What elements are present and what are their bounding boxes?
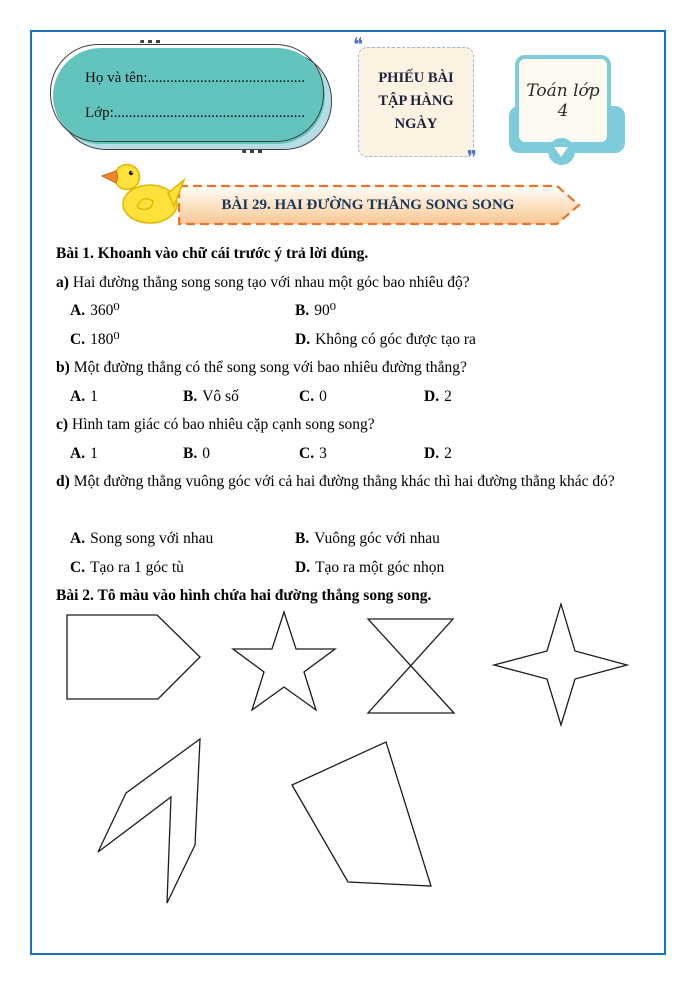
shape-quadrilateral[interactable] bbox=[292, 742, 431, 886]
option-c-D[interactable]: D. 2 bbox=[424, 444, 452, 462]
triangle-down-icon bbox=[554, 147, 568, 157]
class-field[interactable]: Lớp:................................................... bbox=[85, 105, 306, 121]
option-d-A[interactable]: A. Song song với nhau bbox=[70, 530, 214, 547]
grade-badge-label: Toán lớp 4 bbox=[526, 80, 600, 121]
option-b-D[interactable]: D. 2 bbox=[424, 387, 452, 405]
shapes-figure bbox=[30, 598, 664, 950]
daily-sheet-box bbox=[353, 34, 477, 169]
shape-hourglass[interactable] bbox=[368, 619, 454, 713]
question-a-options-row2 bbox=[56, 326, 656, 355]
grade-badge-pointer bbox=[548, 138, 575, 165]
option-a-B[interactable]: B. 90⁰ bbox=[295, 302, 336, 319]
duck-icon bbox=[100, 163, 188, 225]
lesson-title: BÀI 29. HAI ĐƯỜNG THẲNG SONG SONG bbox=[221, 196, 515, 213]
option-d-C[interactable]: C. Tạo ra 1 góc tù bbox=[70, 558, 184, 576]
open-quote-icon: ❝ bbox=[353, 34, 364, 56]
option-d-B[interactable]: B. Vuông góc với nhau bbox=[295, 530, 440, 547]
student-info-box bbox=[58, 52, 332, 150]
option-a-D[interactable]: D. Không có góc được tạo ra bbox=[295, 330, 476, 348]
shape-four-point-star[interactable] bbox=[494, 604, 627, 725]
decorative-dashes bbox=[242, 150, 264, 153]
option-c-B[interactable]: B. 0 bbox=[183, 444, 210, 462]
daily-sheet-title: PHIẾU BÀI TẬP HÀNG NGÀY bbox=[378, 70, 454, 133]
option-b-C[interactable]: C. 0 bbox=[299, 387, 327, 405]
question-a-options-row1 bbox=[56, 297, 656, 326]
question-b-options bbox=[56, 383, 656, 412]
option-c-C[interactable]: C. 3 bbox=[299, 444, 327, 462]
question-d-options-row1 bbox=[56, 525, 656, 554]
question-c: c) Hình tam giác có bao nhiêu cặp cạnh song song? bbox=[56, 416, 375, 433]
option-a-A[interactable]: A. 360⁰ bbox=[70, 302, 120, 319]
shape-five-point-star[interactable] bbox=[233, 612, 335, 710]
option-c-A[interactable]: A. 1 bbox=[70, 444, 98, 462]
question-b: b) Một đường thẳng có thể song song với bao nhiêu đường thẳng? bbox=[56, 359, 467, 376]
decorative-dashes bbox=[140, 40, 162, 43]
option-a-C[interactable]: C. 180⁰ bbox=[70, 330, 120, 348]
bai2-heading: Bài 2. Tô màu vào hình chứa hai đường thẳng song song. bbox=[56, 587, 432, 604]
option-b-B[interactable]: B. Vô số bbox=[183, 387, 239, 405]
shape-arrow-polygon[interactable] bbox=[98, 739, 200, 903]
bai1-heading: Bài 1. Khoanh vào chữ cái trước ý trả lời đúng. bbox=[56, 245, 369, 262]
close-quote-icon: ❞ bbox=[466, 147, 477, 169]
name-field[interactable]: Họ và tên:.......................................... bbox=[85, 70, 305, 86]
question-c-options bbox=[56, 440, 656, 469]
option-b-A[interactable]: A. 1 bbox=[70, 387, 98, 405]
question-d-options-row2 bbox=[56, 554, 656, 583]
exercise-content bbox=[56, 240, 656, 611]
question-d: d) Một đường thẳng vuông góc với cả hai đường thẳng khác thì hai đường thẳng khác đó? bbox=[56, 473, 615, 490]
shape-pentagon-arrow[interactable] bbox=[67, 615, 200, 699]
grade-badge bbox=[515, 55, 611, 146]
question-a: a) Hai đường thẳng song song tạo với nhau một góc bao nhiêu độ? bbox=[56, 273, 470, 291]
option-d-D[interactable]: D. Tạo ra một góc nhọn bbox=[295, 558, 445, 576]
